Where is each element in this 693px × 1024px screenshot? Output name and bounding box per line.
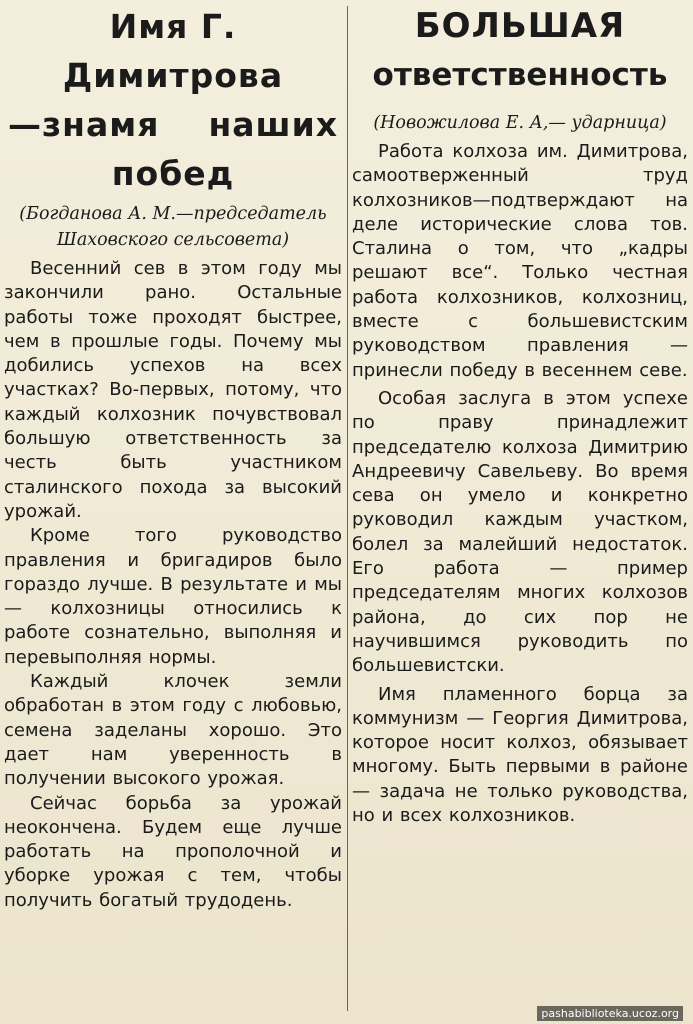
right-paragraph-2: Особая заслуга в этом успехе по праву принадлежит председателю колхоза Димитрию Андреевичу Савельеву. Во время сева он умело и конкретно руководил каждым участком, болел за малейший недостаток. Его работа — пример председателям многих колхозов района, до сих пор не научившимся руководить по большевистски. bbox=[352, 387, 688, 677]
left-title-line-1: Имя Г. Димитрова bbox=[62, 7, 284, 95]
right-article-byline: (Новожилова Е. А,— ударница) bbox=[373, 113, 667, 133]
right-title-line-1: БОЛЬШАЯ bbox=[414, 6, 626, 46]
left-paragraph-4: Сейчас борьба за урожай неокончена. Будем еще лучше работать на прополочной и уборке урожая с тем, чтобы получить богатый трудодень. bbox=[4, 792, 342, 911]
left-paragraph-1: Весенний сев в этом году мы закончили рано. Остальные работы тоже проходят быстрее, чем в прошлые годы. Почему мы добились успехов на всех участках? Во-первых, потому, что каждый колхозник почувствовал большую ответственность за честь быть участником сталинского похода за высокий урожай. bbox=[4, 258, 342, 522]
left-article-byline: (Богданова А. М.—председатель Шаховского сельсовета) bbox=[19, 204, 327, 250]
right-article-title bbox=[352, 0, 688, 100]
left-article bbox=[4, 0, 342, 913]
right-article bbox=[352, 0, 688, 832]
left-article-title bbox=[4, 0, 342, 198]
left-title-line-3: побед bbox=[111, 154, 235, 193]
site-watermark: pashabiblioteka.ucoz.org bbox=[537, 1006, 683, 1021]
left-paragraph-3: Каждый клочек земли обработан в этом году с любовью, семена заделаны хорошо. Это дает нам уверенность в получении высокого урожая. bbox=[4, 671, 342, 790]
left-paragraph-2: Кроме того руководство правления и бригадиров было гораздо лучше. В результате и мы — колхозницы относились к работе сознательно, выполняя и перевыполняя нормы. bbox=[4, 525, 342, 668]
column-divider bbox=[347, 6, 348, 1011]
right-paragraph-1: Работа колхоза им. Димитрова, самоотверженный труд колхозников—подтверждают на деле исторические слова тов. Сталина о том, что „кадры решают все“. Только честная работа колхозников, колхозниц, вместе с большевистским руководством правления — принесли победу в весеннем севе. bbox=[352, 141, 688, 381]
left-title-line-2: —знамя наших bbox=[8, 105, 338, 144]
right-title-line-2: ответственность bbox=[372, 57, 668, 93]
right-paragraph-3: Имя пламенного борца за коммунизм — Георгия Димитрова, которое носит колхоз, обязывает многому. Быть первыми в районе — задача не только руководства, но и всех колхозников. bbox=[352, 683, 688, 827]
